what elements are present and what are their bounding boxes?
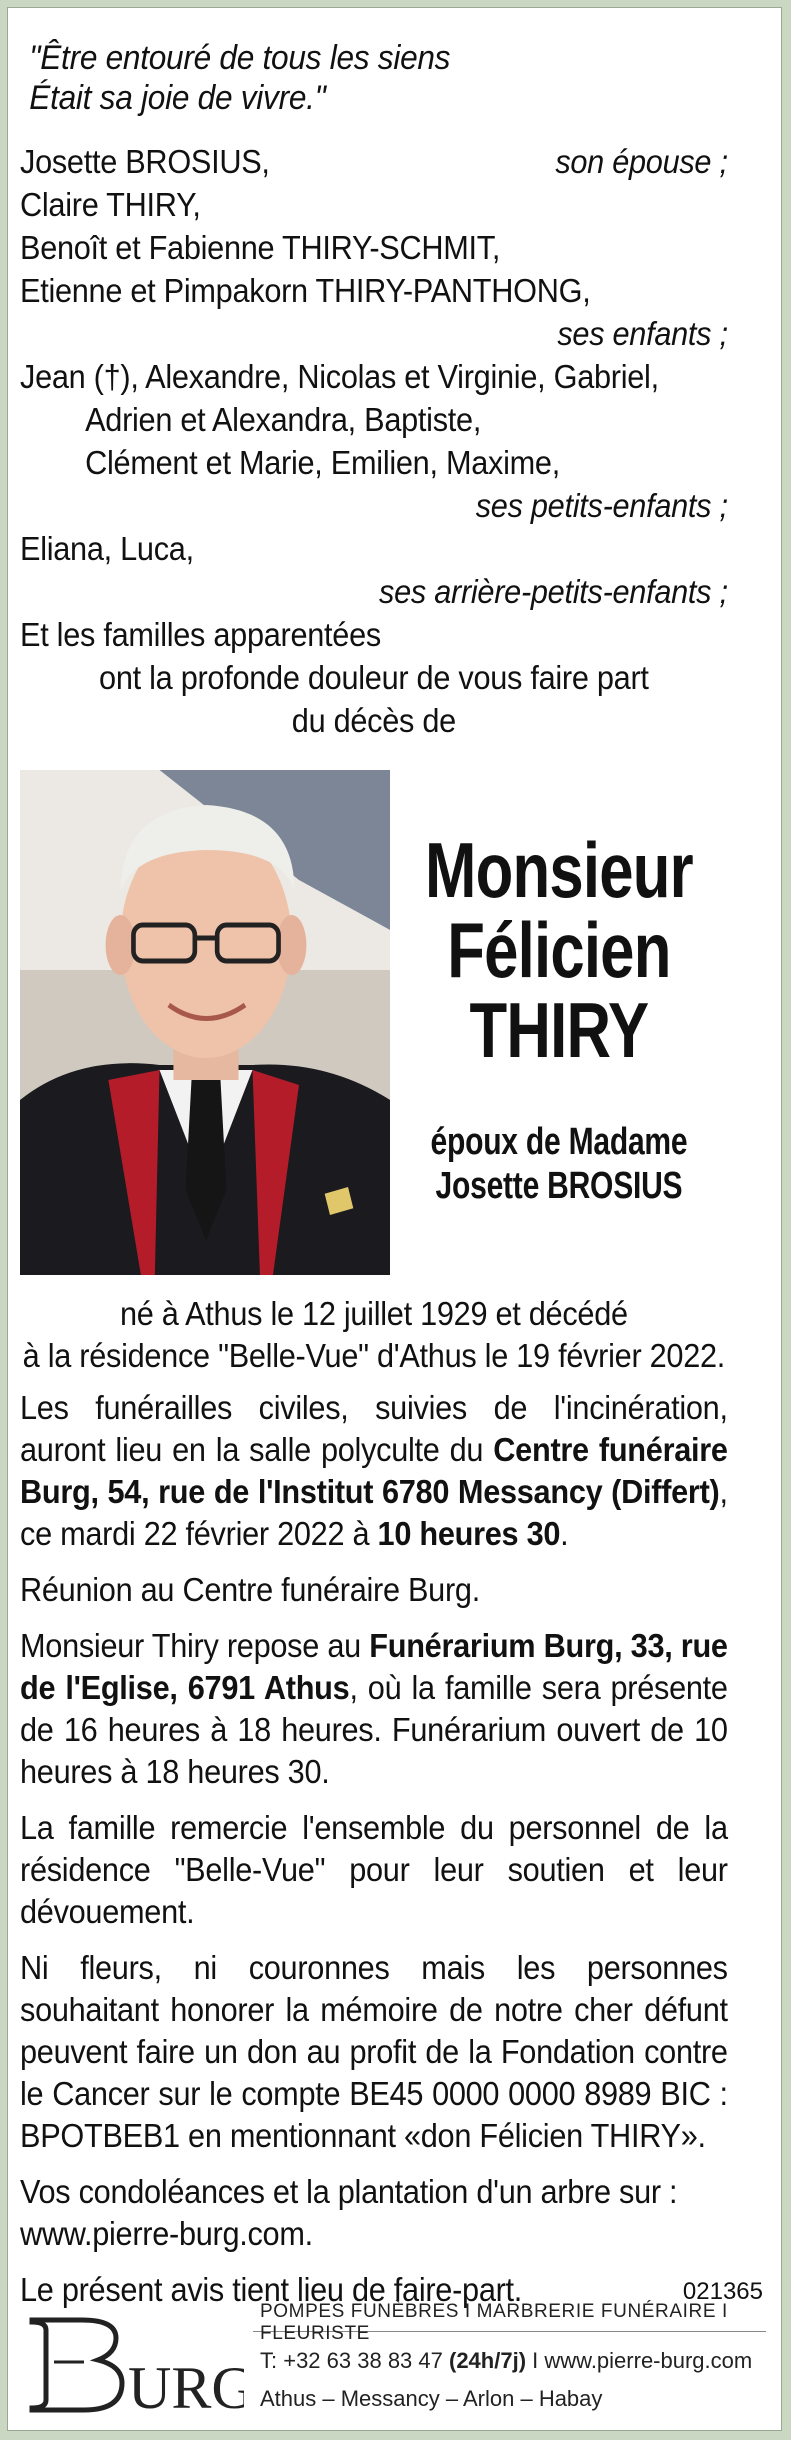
deceased-name-line: Monsieur bbox=[425, 826, 693, 914]
announcement-line: du décès de bbox=[291, 702, 456, 739]
obituary-notice bbox=[7, 7, 782, 2431]
opening-quote bbox=[29, 38, 727, 118]
deceased-name-block bbox=[390, 826, 728, 1208]
family-row bbox=[20, 527, 728, 570]
announcement bbox=[20, 656, 728, 742]
footer-website: I www.pierre-burg.com bbox=[526, 2348, 753, 2373]
logo-lettering: URG bbox=[128, 2355, 244, 2418]
family-row bbox=[20, 140, 728, 183]
footer-cities: Athus – Messancy – Arlon – Habay bbox=[260, 2386, 603, 2411]
birth-death-info bbox=[20, 1293, 728, 1377]
deceased-name bbox=[415, 826, 702, 1074]
birth-line: né à Athus le 12 juillet 1929 et décédé bbox=[119, 1295, 628, 1332]
family-row bbox=[20, 269, 728, 312]
portrait-image bbox=[20, 770, 390, 1275]
funerarium-address: Funérarium Burg, 33, rue de l'Eglise, 6791 Athus bbox=[20, 1627, 728, 1706]
family-row bbox=[20, 441, 728, 484]
notice-paragraph: Le présent avis tient lieu de faire-part. bbox=[20, 2271, 523, 2308]
funeral-venue: Centre funéraire Burg, 54, rue de l'Institut 6780 Messancy (Differt) bbox=[20, 1431, 728, 1510]
spouse-line: époux de Madame bbox=[430, 1121, 688, 1163]
family-name: Jean (†), Alexandre, Nicolas et Virginie, Gabriel, bbox=[20, 358, 659, 395]
funeral-text: , ce mardi 22 février 2022 à bbox=[20, 1473, 728, 1552]
family-role: ses enfants ; bbox=[557, 315, 728, 352]
family-name: Claire THIRY, bbox=[20, 186, 201, 223]
family-row bbox=[20, 398, 728, 441]
family-row bbox=[20, 484, 728, 527]
footer-phone: T: +32 63 38 83 47 bbox=[260, 2348, 449, 2373]
funeral-time: 10 heures 30 bbox=[377, 1515, 561, 1552]
family-row bbox=[20, 226, 728, 269]
repose-text: Monsieur Thiry repose au bbox=[20, 1627, 370, 1664]
family-row bbox=[20, 355, 728, 398]
family-name: Benoît et Fabienne THIRY-SCHMIT, bbox=[20, 229, 501, 266]
deceased-name-line: Félicien bbox=[447, 906, 671, 994]
family-list bbox=[20, 140, 728, 656]
repose-paragraph bbox=[20, 1625, 728, 1793]
funeral-text: Les funérailles civiles, suivies de l'incinération, auront lieu en la salle polyculte du bbox=[20, 1389, 728, 1468]
deceased-name-line: THIRY bbox=[469, 986, 649, 1074]
footer-tagline: POMPES FUNÈBRES I MARBRERIE FUNÉRAIRE I FLEURISTE bbox=[260, 2301, 728, 2344]
quote-line: Était sa joie de vivre." bbox=[29, 79, 326, 117]
family-role: ses petits-enfants ; bbox=[475, 487, 728, 524]
portrait-photo bbox=[20, 770, 390, 1275]
portrait-block bbox=[20, 770, 728, 1293]
family-row bbox=[20, 312, 728, 355]
repose-text: , où la famille sera présente de 16 heures à 18 heures. Funérarium ouvert de 10 heures à 18 heures 30. bbox=[20, 1669, 728, 1790]
spouse-info bbox=[415, 1120, 702, 1208]
family-name: Clément et Marie, Emilien, Maxime, bbox=[85, 444, 560, 481]
thanks-paragraph: La famille remercie l'ensemble du personnel de la résidence "Belle-Vue" pour leur soutien et leur dévouement. bbox=[20, 1809, 728, 1930]
family-row bbox=[20, 183, 728, 226]
family-row bbox=[20, 613, 728, 656]
quote-line: "Être entouré de tous les siens bbox=[29, 39, 451, 77]
family-name: Et les familles apparentées bbox=[20, 616, 381, 653]
family-name: Eliana, Luca, bbox=[20, 530, 194, 567]
family-name: Adrien et Alexandra, Baptiste, bbox=[85, 401, 482, 438]
condolences-paragraph: Vos condoléances et la plantation d'un arbre sur : www.pierre-burg.com. bbox=[20, 2173, 678, 2252]
reunion-paragraph: Réunion au Centre funéraire Burg. bbox=[20, 1571, 480, 1608]
family-row bbox=[20, 570, 728, 613]
reference-number: 021365 bbox=[682, 2278, 763, 2305]
family-role: son épouse ; bbox=[555, 143, 728, 180]
announcement-line: ont la profonde douleur de vous faire part bbox=[99, 659, 649, 696]
footer-contact bbox=[260, 2348, 752, 2374]
family-role: ses arrière-petits-enfants ; bbox=[379, 573, 728, 610]
footer-hours: (24h/7j) bbox=[449, 2348, 527, 2373]
burg-logo bbox=[24, 2308, 244, 2418]
death-line: à la résidence "Belle-Vue" d'Athus le 19 février 2022. bbox=[22, 1337, 726, 1374]
flowers-paragraph: Ni fleurs, ni couronnes mais les personnes souhaitant honorer la mémoire de notre cher défunt peuvent faire un don au profit de la Fondation contre le Cancer sur le compte BE45 0000 0000 8989 BIC : BPOTBEB1 en mentionnant «don Félicien THIRY». bbox=[20, 1949, 728, 2154]
family-name: Josette BROSIUS, bbox=[20, 143, 270, 180]
funeral-text: . bbox=[560, 1515, 569, 1552]
burg-logo-mark bbox=[24, 2308, 244, 2418]
notice-content bbox=[20, 38, 728, 2325]
funeral-paragraph bbox=[20, 1387, 728, 1555]
spouse-line: Josette BROSIUS bbox=[435, 1165, 683, 1207]
family-name: Etienne et Pimpakorn THIRY-PANTHONG, bbox=[20, 272, 591, 309]
